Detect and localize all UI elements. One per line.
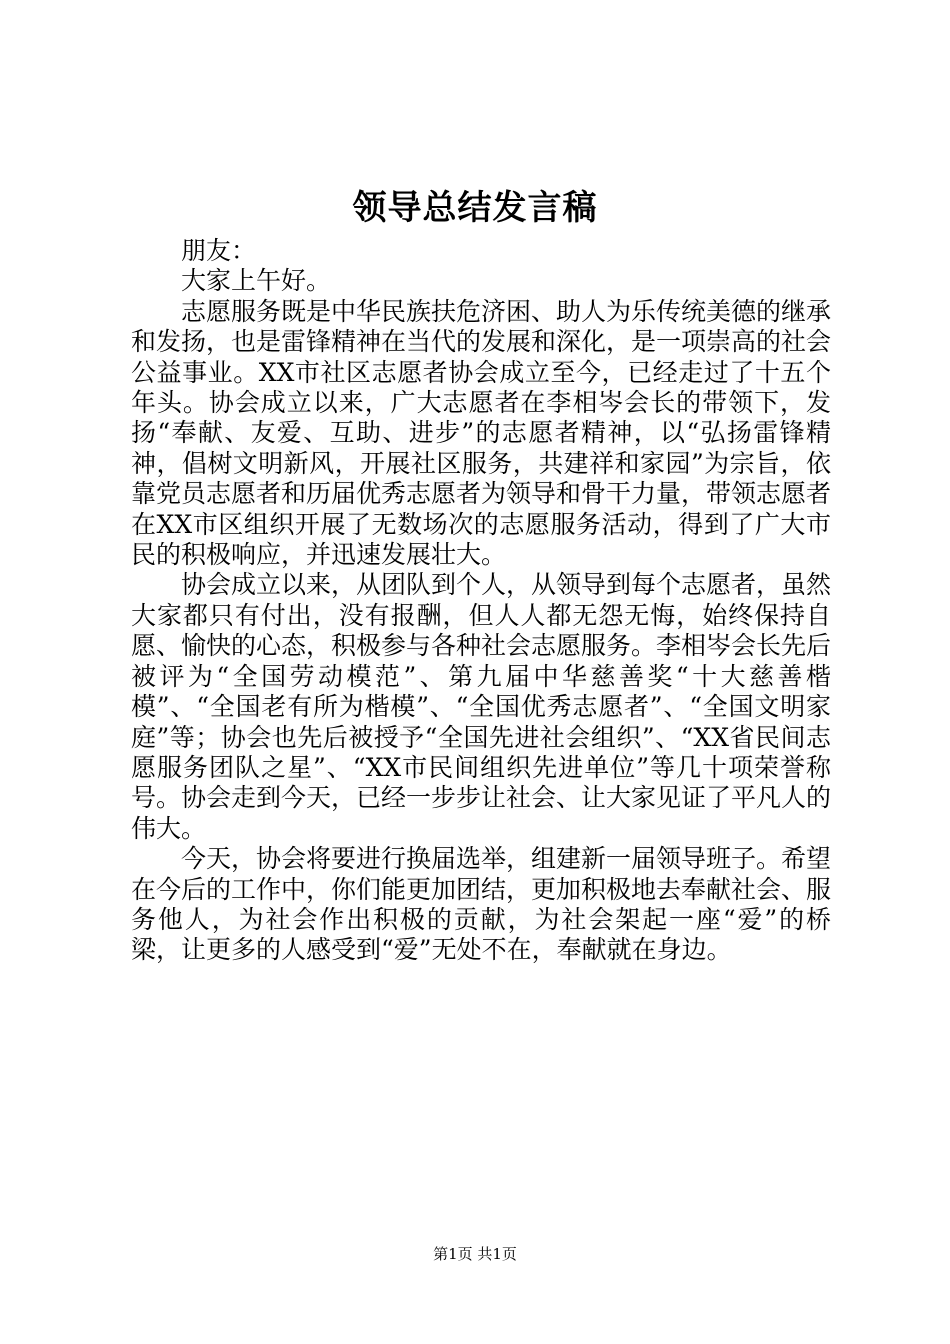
- document-body: [131, 236, 831, 966]
- paragraph-greeting: 朋友：: [181, 236, 257, 265]
- paragraph-salutation: 大家上午好。: [181, 266, 332, 296]
- document-title: 领导总结发言稿: [352, 188, 598, 228]
- paragraph-closing: 今天，协会将要进行换届选举，组建新一届领导班子。希望在今后的工作中，你们能更加团结，更加积极地去奉献社会、服务他人，为社会作出积极的贡献，为社会架起一座“爱”的桥梁，让更多的人感受到“爱”无处不在，奉献就在身边。: [131, 844, 832, 965]
- page-number-footer: 第1页 共1页: [433, 1245, 517, 1263]
- paragraph-introduction: 志愿服务既是中华民族扶危济困、助人为乐传统美德的继承和发扬，也是雷锋精神在当代的发展和深化，是一项崇高的社会公益事业。XX市社区志愿者协会成立至今，已经走过了十五个年头。协会成立以来，广大志愿者在李相岑会长的带领下，发扬“奉献、友爱、互助、进步”的志愿者精神，以“弘扬雷锋精神，倡树文明新风，开展社区服务，共建祥和家园”为宗旨，依靠党员志愿者和历届优秀志愿者为领导和骨干力量，带领志愿者在XX市区组织开展了无数场次的志愿服务活动，得到了广大市民的积极响应，并迅速发展壮大。: [131, 296, 832, 570]
- paragraph-achievements: 协会成立以来，从团队到个人，从领导到每个志愿者，虽然大家都只有付出，没有报酬，但人人都无怨无悔，始终保持自愿、愉快的心态，积极参与各种社会志愿服务。李相岑会长先后被评为“全国劳动模范”、第九届中华慈善奖“十大慈善楷模”、“全国老有所为楷模”、“全国优秀志愿者”、“全国文明家庭”等；协会也先后被授予“全国先进社会组织”、“XX省民间志愿服务团队之星”、“XX市民间组织先进单位”等几十项荣誉称号。协会走到今天，已经一步步让社会、让大家见证了平凡人的伟大。: [131, 570, 832, 843]
